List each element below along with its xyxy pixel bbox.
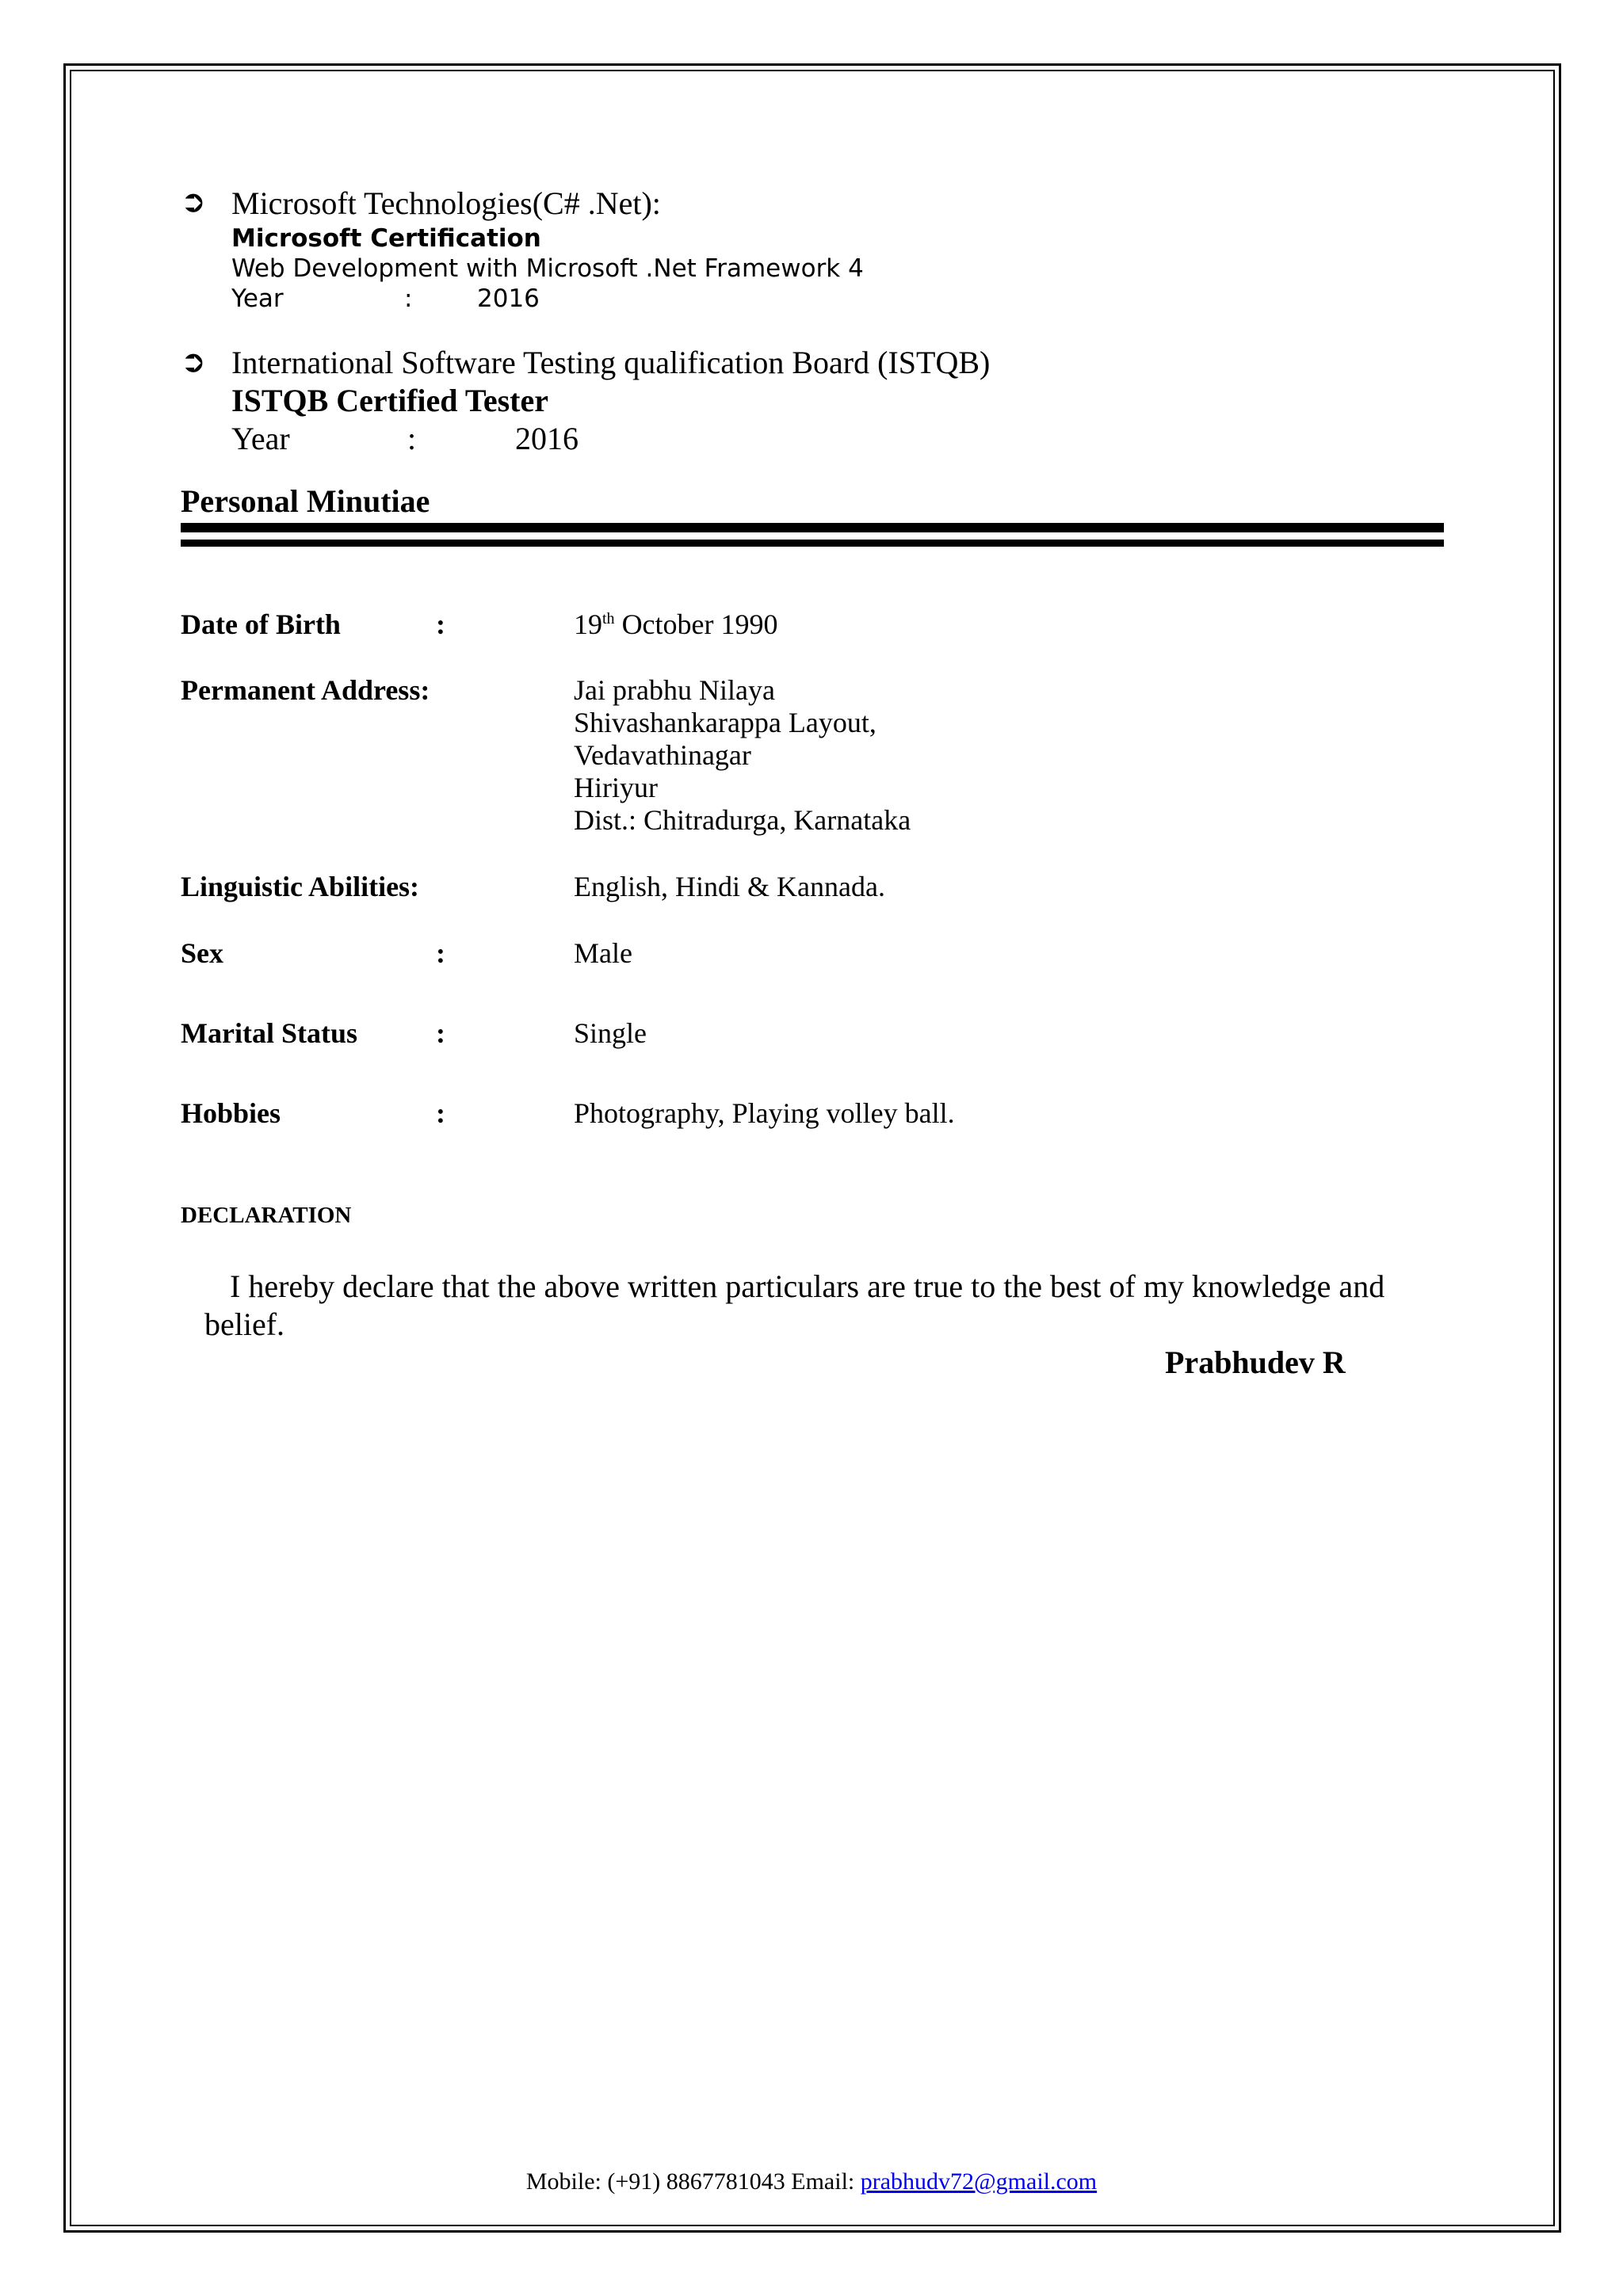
sex-colon: :	[436, 937, 445, 969]
address-line: Dist.: Chitradurga, Karnataka	[574, 804, 911, 836]
footer-contact	[0, 2168, 1623, 2196]
signature-name: Prabhudev R	[1165, 1344, 1346, 1380]
address-line: Vedavathinagar	[574, 739, 751, 771]
address-line: Jai prabhu Nilaya	[574, 674, 775, 706]
certification-detail: Web Development with Microsoft .Net Framework 4	[231, 254, 864, 283]
year-value: 2016	[477, 284, 540, 313]
declaration-heading: DECLARATION	[181, 1203, 352, 1228]
year-value: 2016	[515, 421, 579, 456]
sex-value: Male	[574, 937, 632, 969]
section-heading-personal: Personal Minutiae	[181, 483, 430, 519]
arrow-right-circled-icon: ➲	[181, 184, 206, 219]
address-value	[574, 674, 911, 837]
hobbies-value: Photography, Playing volley ball.	[574, 1097, 955, 1129]
certification-year-row	[231, 420, 990, 458]
marital-value: Single	[574, 1017, 647, 1049]
hobbies-label: Hobbies	[181, 1097, 281, 1129]
address-line: Hiriyur	[574, 772, 658, 803]
arrow-right-circled-icon: ➲	[181, 344, 206, 379]
year-separator: :	[404, 284, 413, 313]
section-divider	[181, 523, 1444, 532]
dob-colon: :	[436, 608, 445, 640]
declaration-text: I hereby declare that the above written particulars are true to the best of my knowledge and belief.	[204, 1268, 1385, 1342]
address-label: Permanent Address:	[181, 674, 430, 706]
dob-label: Date of Birth	[181, 608, 341, 640]
hobbies-colon: :	[436, 1097, 445, 1129]
certification-subtitle: ISTQB Certified Tester	[231, 383, 548, 418]
sex-label: Sex	[181, 937, 223, 969]
certification-year-row	[231, 284, 864, 314]
year-label: Year	[231, 284, 284, 313]
year-separator: :	[407, 421, 417, 456]
section-divider	[181, 540, 1444, 547]
marital-label: Marital Status	[181, 1017, 357, 1049]
year-label: Year	[231, 421, 290, 456]
certification-title: International Software Testing qualification Board (ISTQB)	[231, 345, 991, 380]
certification-title: Microsoft Technologies(C# .Net):	[231, 185, 661, 221]
certification-subtitle: Microsoft Certification	[231, 224, 541, 253]
languages-value: English, Hindi & Kannada.	[574, 871, 885, 902]
footer-mobile-text: Mobile: (+91) 8867781043 Email:	[525, 2168, 861, 2195]
dob-value: 19th October 1990	[574, 608, 778, 640]
address-line: Shivashankarappa Layout,	[574, 707, 876, 738]
languages-label: Linguistic Abilities:	[181, 871, 420, 902]
marital-colon: :	[436, 1017, 445, 1049]
email-link[interactable]: prabhudv72@gmail.com	[860, 2168, 1098, 2195]
